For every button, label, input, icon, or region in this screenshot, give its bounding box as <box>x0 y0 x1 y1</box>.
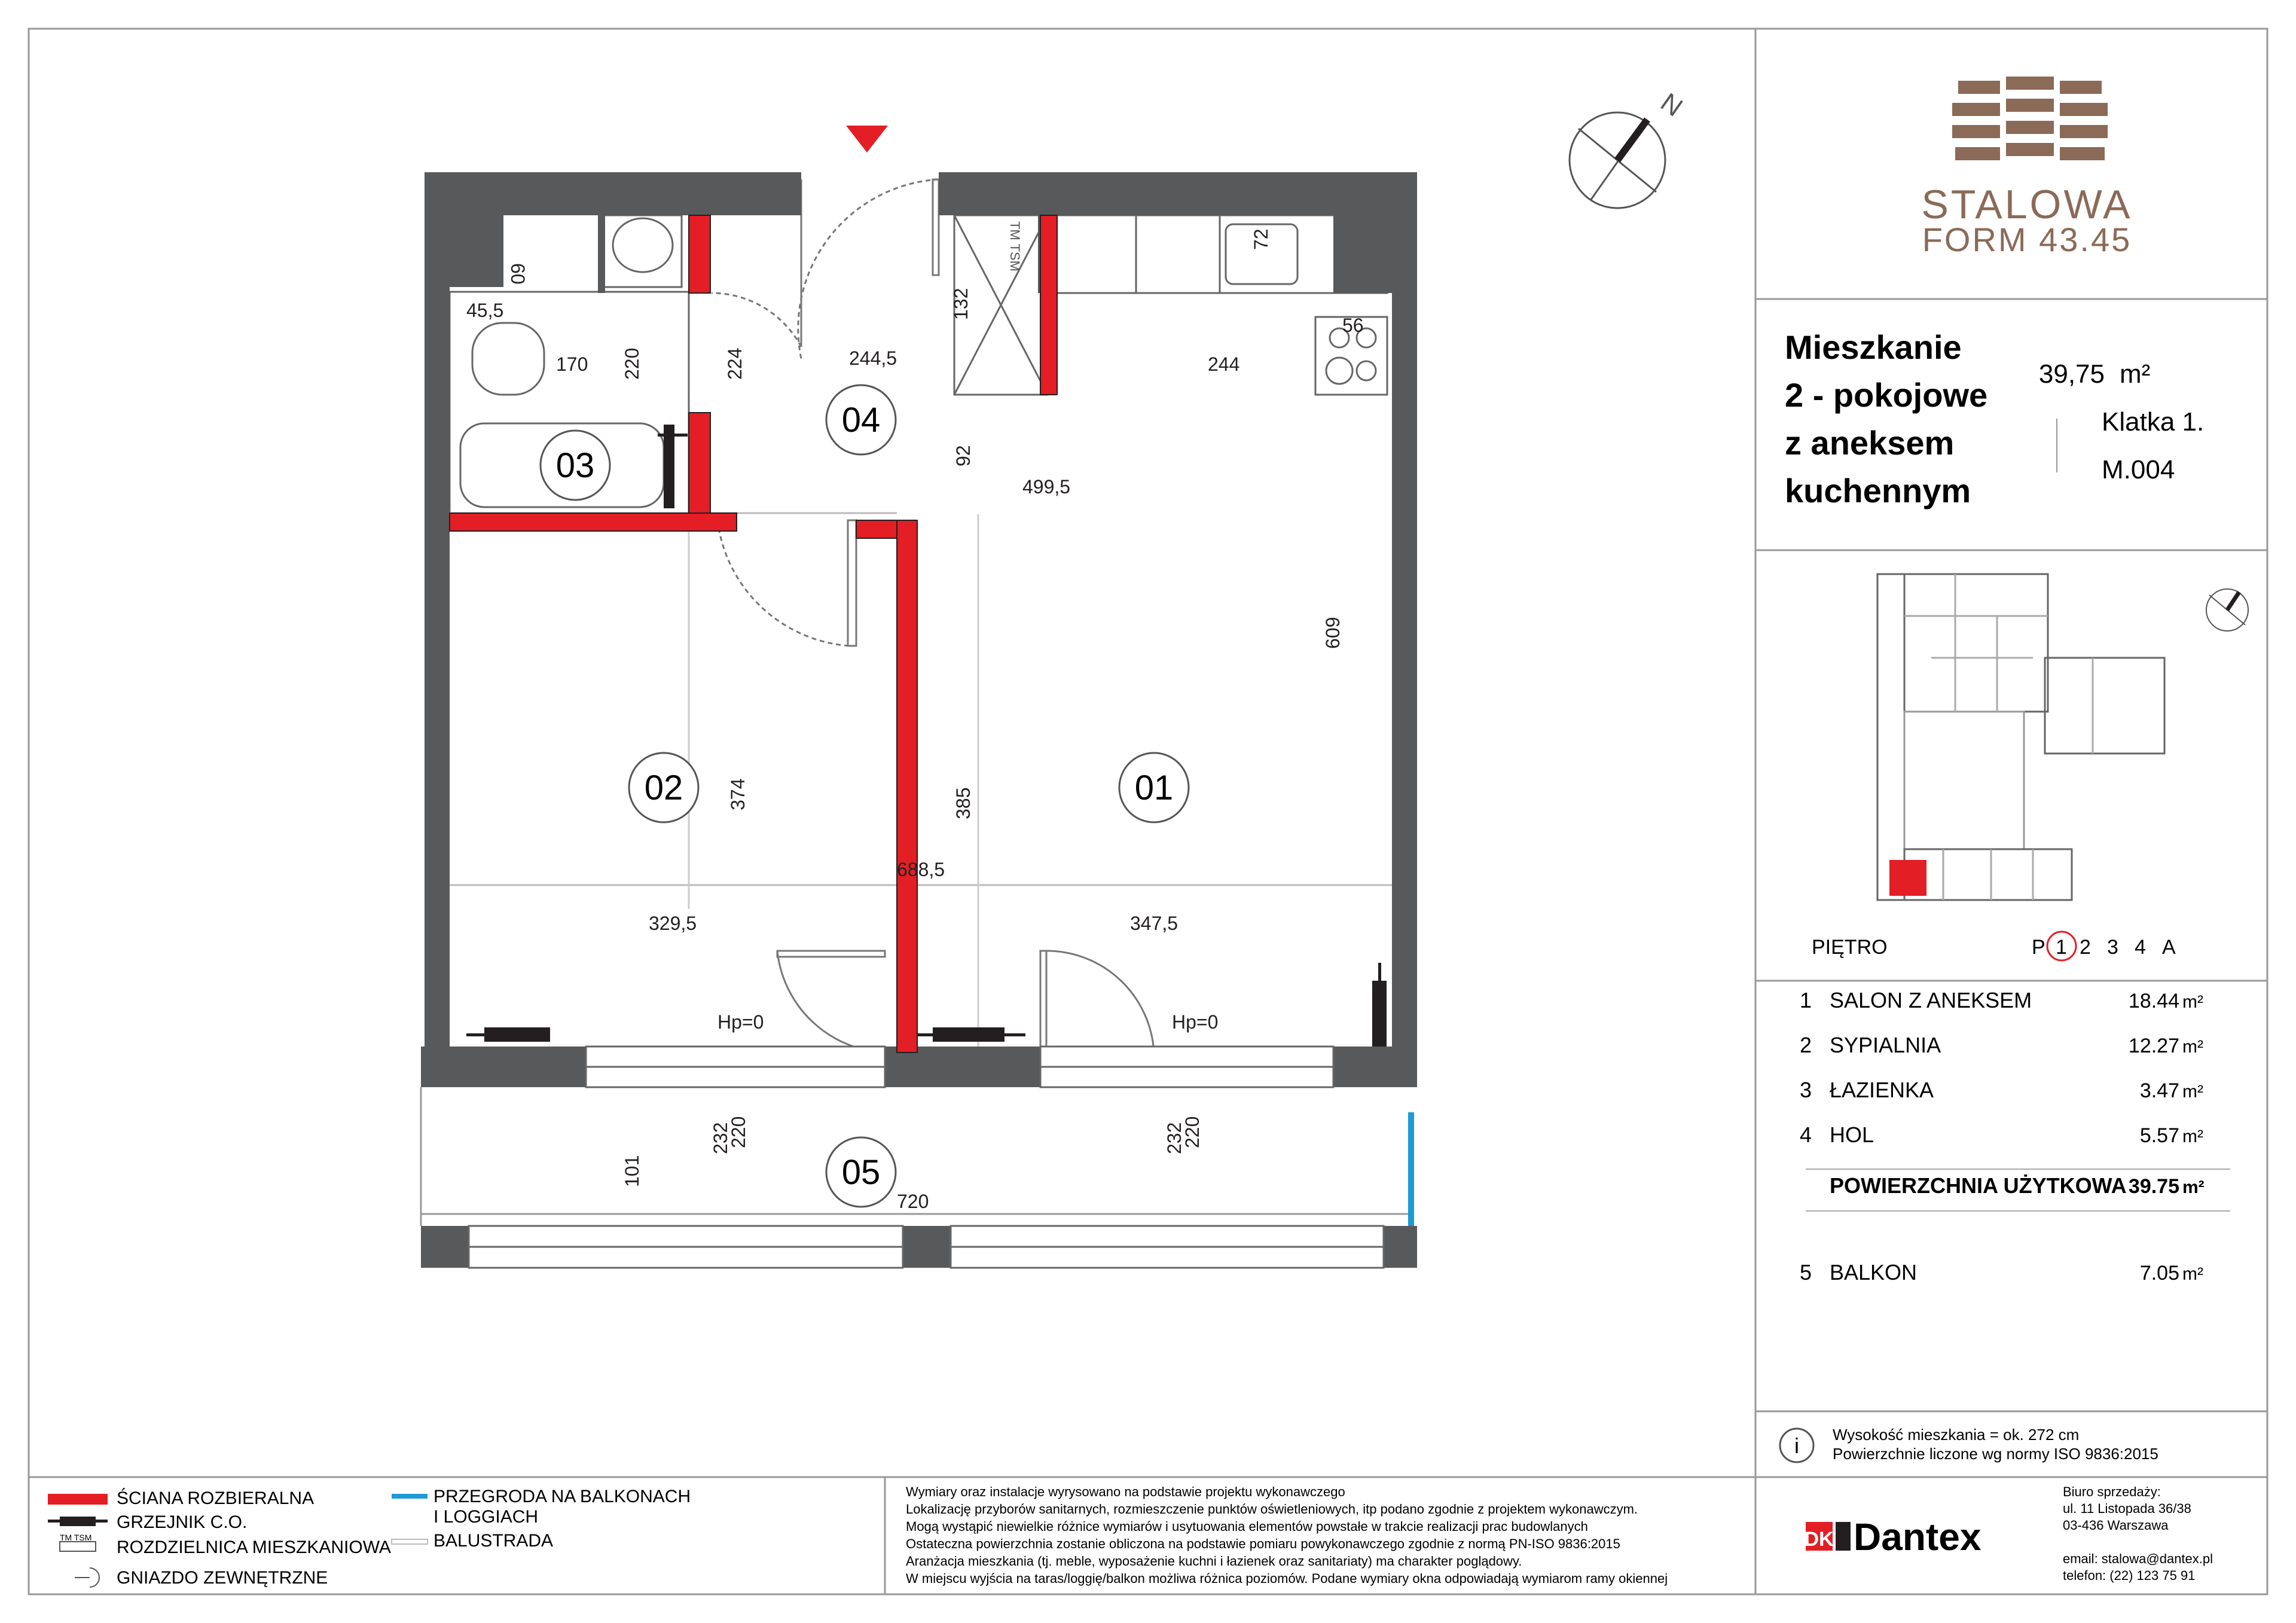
dimension-label: 220 <box>728 1116 749 1148</box>
legend-label: BALUSTRADA <box>433 1531 554 1551</box>
apartment-title-line: 2 - pokojowe <box>1785 376 1988 414</box>
info-icon: i <box>1794 1433 1799 1458</box>
dimension-label: 60 <box>507 263 529 285</box>
floor-area <box>450 215 1392 1047</box>
legend-label: GRZEJNIK C.O. <box>117 1512 248 1532</box>
room-label-02: 02 <box>644 768 683 807</box>
balcony-num: 5 <box>1800 1260 1812 1285</box>
floor-label: PIĘTRO <box>1812 936 1888 959</box>
north-label: N <box>1655 87 1688 123</box>
room-name: HOL <box>1830 1122 1874 1147</box>
room-label-03: 03 <box>555 446 595 485</box>
apartment-area: 39,75 <box>2038 359 2105 389</box>
floor-option[interactable]: 1 <box>2056 936 2067 959</box>
total-label: POWIERZCHNIA UŻYTKOWA <box>1830 1173 2127 1198</box>
room-unit: m² <box>2182 1082 2203 1102</box>
legend-label: ROZDZIELNICA MIESZKANIOWA <box>117 1537 391 1557</box>
room-area: 5.57 <box>2139 1124 2179 1147</box>
disclaimer-line: Lokalizację przyborów sanitarnych, rozmieszczenie punktów oświetleniowych, itp podano zgodnie z projektem wykonawczym. <box>906 1502 1638 1517</box>
total-unit: m² <box>2182 1177 2205 1197</box>
dimension-label: 224 <box>724 347 746 380</box>
sales-line: ul. 11 Listopada 36/38 <box>2063 1501 2191 1516</box>
dimension-label: 499,5 <box>1022 476 1071 498</box>
dimension-label: 688,5 <box>897 859 945 880</box>
dimension-label: 232 <box>1164 1122 1185 1154</box>
dimension-label: 132 <box>950 288 972 320</box>
apartment-title-line: Mieszkanie <box>1785 328 1962 366</box>
floor-option[interactable]: 4 <box>2135 936 2146 959</box>
room-name: ŁAZIENKA <box>1830 1078 1934 1102</box>
dimension-label: 56 <box>1342 315 1364 336</box>
dimension-label: 45,5 <box>466 300 504 321</box>
room-name: SYPIALNIA <box>1830 1033 1941 1057</box>
apartment-code: M.004 <box>2102 455 2175 484</box>
dimension-label: 101 <box>621 1155 643 1187</box>
room-area: 3.47 <box>2139 1079 2179 1102</box>
disclaimer-line: Aranżacja mieszkania (tj. meble, wyposażenie kuchni i łazienek oraz sanitariaty) ma charakter poglądowy. <box>906 1554 1522 1569</box>
dimension-label: Hp=0 <box>718 1011 764 1033</box>
sales-line: Biuro sprzedaży: <box>2063 1484 2161 1499</box>
dimension-label: 72 <box>1250 228 1272 250</box>
legend-label: I LOGGIACH <box>433 1507 539 1527</box>
floor-option[interactable]: A <box>2162 936 2176 959</box>
disclaimer-line: Wymiary oraz instalacje wyrysowano na podstawie projektu wykonawczego <box>906 1484 1345 1499</box>
legend-label: GNIAZDO ZEWNĘTRZNE <box>117 1568 328 1588</box>
apartment-title-line: z aneksem <box>1785 424 1955 462</box>
sales-line: telefon: (22) 123 75 91 <box>2063 1568 2196 1583</box>
brand-logo-icon <box>1952 77 2108 160</box>
dimension-label: 232 <box>710 1122 731 1154</box>
sales-line: email: stalowa@dantex.pl <box>2063 1551 2213 1566</box>
building-keyplan <box>1877 574 2164 900</box>
room-label-04: 04 <box>841 401 881 440</box>
info-norm: Powierzchnie liczone wg normy ISO 9836:2015 <box>1833 1445 2158 1463</box>
compass-icon <box>1570 112 1665 208</box>
info-height: Wysokość mieszkania = ok. 272 cm <box>1833 1426 2080 1444</box>
dimension-label: 170 <box>556 353 588 375</box>
apartment-staircase: Klatka 1. <box>2102 407 2205 437</box>
floor-option[interactable]: 2 <box>2080 936 2091 959</box>
balcony-name: BALKON <box>1830 1260 1918 1285</box>
room-label-05: 05 <box>841 1153 881 1192</box>
dantex-mark: DK <box>1804 1528 1834 1551</box>
keyplan-apartment-highlight <box>1889 860 1926 896</box>
room-num: 4 <box>1800 1122 1812 1147</box>
developer-name: Dantex <box>1854 1515 1981 1558</box>
floor-option[interactable]: P <box>2032 936 2045 959</box>
dimension-label: 329,5 <box>649 913 697 934</box>
dimension-label: 220 <box>621 347 643 380</box>
disclaimer-line: Mogą wystąpić niewielkie różnice wymiarów i usytuowania elementów powstałe w trakcie realizacji prac budowlanych <box>906 1519 1588 1534</box>
room-area: 18.44 <box>2128 990 2179 1012</box>
room-num: 3 <box>1800 1078 1812 1102</box>
dimension-label: 92 <box>952 445 974 466</box>
dimension-label: 244,5 <box>849 347 897 369</box>
room-unit: m² <box>2182 1127 2203 1146</box>
compass-small-icon <box>2206 589 2248 631</box>
dimension-label: 347,5 <box>1130 913 1178 934</box>
room-num: 1 <box>1800 988 1812 1012</box>
dimension-label: Hp=0 <box>1172 1011 1219 1033</box>
dimension-label: 220 <box>1181 1116 1203 1148</box>
apartment-title-line: kuchennym <box>1785 472 1971 510</box>
brand-subname: FORM 43.45 <box>1922 221 2132 258</box>
distributor-label: TM TSM <box>1007 221 1022 271</box>
dimension-label: 385 <box>952 787 974 819</box>
balcony-unit: m² <box>2182 1264 2203 1284</box>
apartment-area-unit: m² <box>2120 359 2151 389</box>
dimension-label: 244 <box>1208 353 1240 375</box>
dimension-label: 720 <box>897 1191 929 1212</box>
room-label-01: 01 <box>1134 768 1174 807</box>
room-unit: m² <box>2182 1037 2203 1057</box>
room-unit: m² <box>2182 992 2203 1012</box>
floor-plan <box>421 172 1417 1268</box>
sales-line: 03-436 Warszawa <box>2063 1518 2169 1533</box>
legend-sub: TM TSM <box>60 1533 92 1542</box>
dimension-label: 609 <box>1322 617 1344 649</box>
entrance-marker-icon <box>846 126 888 152</box>
legend-label: PRZEGRODA NA BALKONACH <box>433 1487 691 1506</box>
total-area: 39.75 <box>2128 1175 2179 1198</box>
floor-option[interactable]: 3 <box>2107 936 2118 959</box>
brand-name: STALOWA <box>1921 182 2133 227</box>
dimension-label: 374 <box>727 778 749 810</box>
room-num: 2 <box>1800 1033 1812 1057</box>
room-name: SALON Z ANEKSEM <box>1830 988 2032 1012</box>
legend-label: ŚCIANA ROZBIERALNA <box>117 1488 315 1508</box>
disclaimer-line: Ostateczna powierzchnia zostanie obliczona na podstawie pomiaru powykonawczego zgodnie z normą PN-ISO 9836:2015 <box>906 1536 1620 1551</box>
balcony-area: 7.05 <box>2139 1262 2179 1285</box>
room-area: 12.27 <box>2128 1035 2179 1057</box>
disclaimer-line: W miejscu wyjścia na taras/loggię/balkon możliwa różnica poziomów. Podane wymiary okna odpowiadają wymiarom ramy okiennej <box>906 1571 1668 1586</box>
